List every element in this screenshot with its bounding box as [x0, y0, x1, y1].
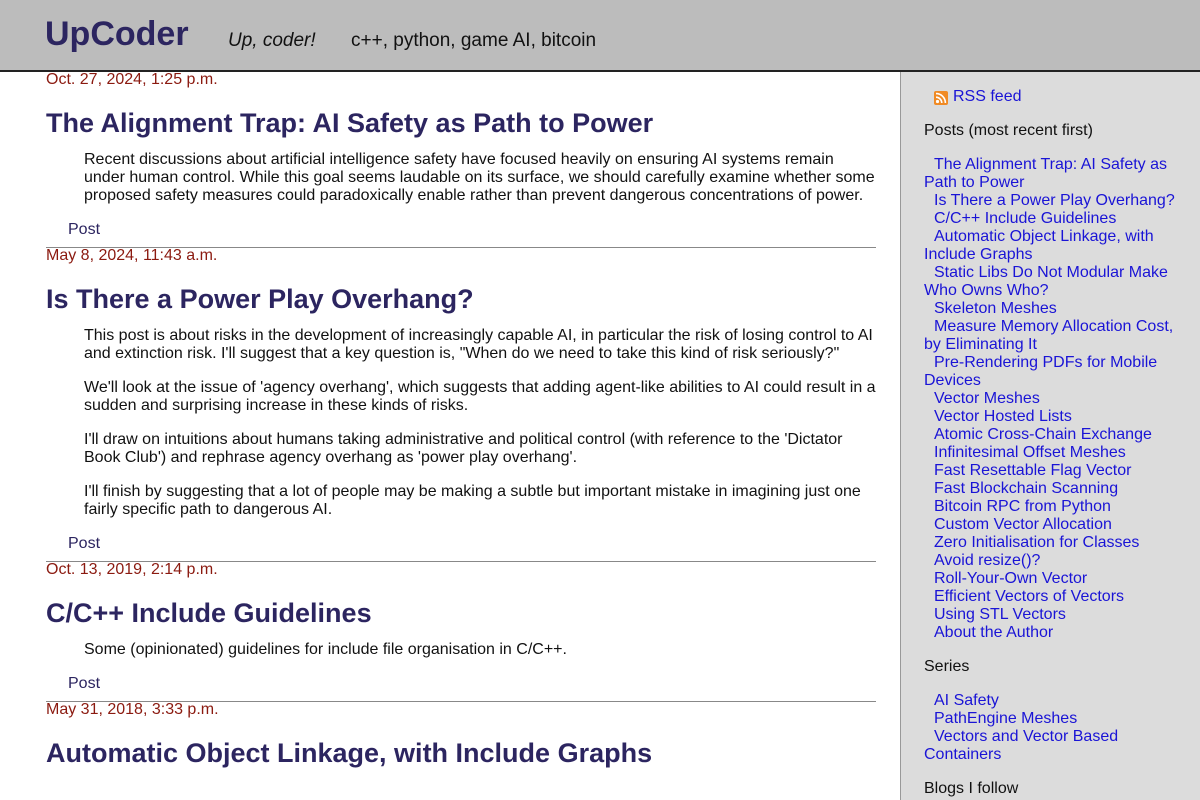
- post-title-link[interactable]: C/C++ Include Guidelines: [46, 598, 372, 628]
- sidebar-series-list: [924, 692, 1180, 764]
- sidebar-post-link[interactable]: Pre-Rendering PDFs for Mobile Devices: [924, 354, 1158, 389]
- post-summary: [46, 151, 876, 205]
- sidebar-post-link[interactable]: Using STL Vectors: [934, 606, 1066, 623]
- sidebar-post-link[interactable]: Vector Meshes: [934, 390, 1040, 407]
- site-header: [0, 0, 1200, 72]
- sidebar-post-link[interactable]: Static Libs Do Not Modular Make Who Owns Who?: [924, 264, 1168, 299]
- sidebar-post-link[interactable]: Measure Memory Allocation Cost, by Eliminating It: [924, 318, 1174, 353]
- post: [46, 247, 876, 562]
- sidebar: [900, 72, 1200, 800]
- sidebar-post-link[interactable]: Infinitesimal Offset Meshes: [934, 444, 1126, 461]
- post-date: Oct. 13, 2019, 2:14 p.m.: [46, 561, 218, 578]
- sidebar-post-link[interactable]: Automatic Object Linkage, with Include Graphs: [924, 228, 1154, 263]
- sidebar-post-link[interactable]: Is There a Power Play Overhang?: [934, 192, 1175, 209]
- post-date: May 8, 2024, 11:43 a.m.: [46, 247, 218, 264]
- posts-heading: Posts (most recent first): [924, 122, 1093, 139]
- sidebar-series-link[interactable]: AI Safety: [934, 692, 999, 709]
- sidebar-post-link[interactable]: Skeleton Meshes: [934, 300, 1057, 317]
- rss-feed-link[interactable]: RSS feed: [953, 88, 1022, 105]
- post-title-link[interactable]: Automatic Object Linkage, with Include Graphs: [46, 738, 653, 768]
- sidebar-post-link[interactable]: Vector Hosted Lists: [934, 408, 1072, 425]
- post-summary: [46, 641, 876, 659]
- post-link[interactable]: Post: [68, 535, 101, 552]
- post-summary-paragraph: I'll draw on intuitions about humans taking administrative and political control (with reference to the 'Dictator Book Club') and rephrase agency overhang as 'power play overhang'.: [84, 431, 843, 466]
- post-summary-paragraph: Recent discussions about artificial intelligence safety have focused heavily on ensuring AI systems remain under human control. While this goal seems laudable on its surface, we should carefully examine whether some proposed safety measures could paradoxically enable rather than prevent dangerous concentrations of power.: [84, 151, 875, 204]
- sidebar-post-link[interactable]: Bitcoin RPC from Python: [934, 498, 1111, 515]
- sidebar-post-link[interactable]: C/C++ Include Guidelines: [934, 210, 1117, 227]
- sidebar-series-link[interactable]: PathEngine Meshes: [934, 710, 1078, 727]
- sidebar-post-link[interactable]: About the Author: [934, 624, 1054, 641]
- site-title-link[interactable]: UpCoder: [45, 15, 189, 53]
- sidebar-post-link[interactable]: Efficient Vectors of Vectors: [934, 588, 1125, 605]
- post-link[interactable]: Post: [68, 221, 101, 238]
- post-title-link[interactable]: The Alignment Trap: AI Safety as Path to Power: [46, 108, 654, 138]
- rss-feed: [924, 88, 1180, 106]
- post-link[interactable]: Post: [68, 675, 101, 692]
- series-heading: Series: [924, 658, 970, 675]
- post-summary-paragraph: I'll finish by suggesting that a lot of people may be making a subtle but important mistake in imagining just one fairly specific path to dangerous AI.: [84, 483, 861, 518]
- sidebar-post-link[interactable]: Fast Resettable Flag Vector: [934, 462, 1132, 479]
- site-tagline: Up, coder!: [228, 30, 316, 51]
- post-date: May 31, 2018, 3:33 p.m.: [46, 701, 219, 718]
- sidebar-post-list: [924, 156, 1180, 642]
- post-date: Oct. 27, 2024, 1:25 p.m.: [46, 72, 218, 88]
- site-topics: c++, python, game AI, bitcoin: [351, 30, 597, 51]
- sidebar-post-link[interactable]: Fast Blockchain Scanning: [934, 480, 1119, 497]
- blogs-heading: Blogs I follow: [924, 780, 1019, 797]
- sidebar-post-link[interactable]: The Alignment Trap: AI Safety as Path to Power: [924, 156, 1168, 191]
- sidebar-post-link[interactable]: Roll-Your-Own Vector: [934, 570, 1088, 587]
- post: [46, 561, 876, 702]
- post-summary-paragraph: We'll look at the issue of 'agency overhang', which suggests that adding agent-like abilities to AI could result in a sudden and surprising increase in these kinds of risks.: [84, 379, 876, 414]
- post-summary-paragraph: Some (opinionated) guidelines for include file organisation in C/C++.: [84, 641, 567, 658]
- sidebar-post-link[interactable]: Zero Initialisation for Classes: [934, 534, 1140, 551]
- post: [46, 701, 876, 769]
- sidebar-post-link[interactable]: Custom Vector Allocation: [934, 516, 1112, 533]
- sidebar-post-link[interactable]: Atomic Cross-Chain Exchange: [934, 426, 1152, 443]
- post-summary-paragraph: This post is about risks in the development of increasingly capable AI, in particular the risk of losing control to AI and extinction risk. I'll suggest that a key question is, "When do we need to take this kind of risk seriously?": [84, 327, 873, 362]
- post-summary: [46, 327, 876, 519]
- post-list: [46, 72, 876, 800]
- sidebar-post-link[interactable]: Avoid resize()?: [934, 552, 1041, 569]
- post-title-link[interactable]: Is There a Power Play Overhang?: [46, 284, 474, 314]
- sidebar-series-link[interactable]: Vectors and Vector Based Containers: [924, 728, 1119, 763]
- rss-icon[interactable]: [934, 91, 948, 105]
- post: [46, 72, 876, 248]
